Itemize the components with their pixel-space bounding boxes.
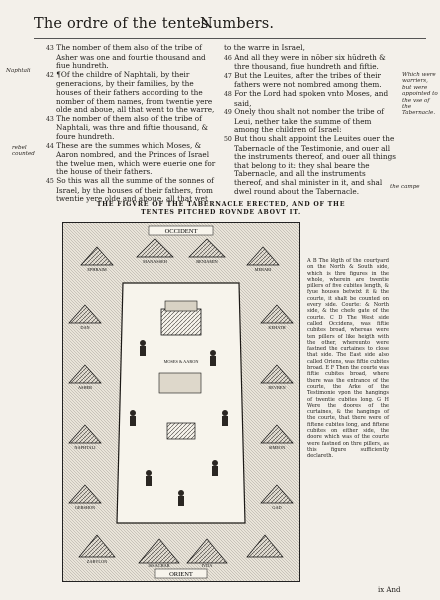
- tent-label: ISSACHAR: [148, 563, 170, 568]
- catchword: ix And: [378, 586, 401, 594]
- caption-line-2: TENTES PITCHED ROVNDE ABOVT IT.: [141, 209, 301, 216]
- margin-note-warriers: Which were warriers, but were appointed to the vse of the Tabernacle.: [402, 72, 438, 117]
- verse: 45 So this was all the summe of the sonnes of Israel, by the houses of their fathers, from twentie yere olde and aboue, all that wet: [46, 175, 214, 204]
- verse: 47 But the Leuites, after the tribes of their fathers were not nombred among them.: [224, 70, 382, 90]
- margin-note-rebel: rebel counted: [12, 145, 35, 158]
- verse: 42 ¶Of the childre of Naphtali, by their generacions, by their families, by the houses of their fathers according to the nomber of them names, from twentie yere olde and aboue, all that went to the warre,: [46, 69, 215, 115]
- tent-label: GERSHON: [74, 505, 96, 510]
- right-text-column: [224, 44, 396, 196]
- tent-label: MERARI: [254, 267, 272, 272]
- verse: 43 The nomber of them also of the tribe of Asher was one and fourtie thousand and fiue hundreth.: [46, 43, 206, 71]
- tent-label: SIMEON: [268, 445, 286, 450]
- tent-label: MOSES & AARON: [163, 359, 199, 364]
- compass-occident: OCCIDENT: [164, 228, 198, 235]
- tabernacle-woodcut: [62, 222, 300, 582]
- header-rule: [34, 38, 426, 39]
- caption-line-1: THE FIGVRE OF THE TABERNACLE ERECTED, AND OF THE: [96, 201, 346, 208]
- tent-label: EPHRAIM: [87, 267, 107, 272]
- tent-label: ASHER: [77, 385, 93, 390]
- tent-label: DAN: [80, 325, 90, 330]
- tent-label: BENIAMIN: [196, 259, 218, 264]
- figure-side-note: A B The lēgth of the courtyard on the North & South side, which is thre figures in the whole, wherein are twentie pillers of five cubites length, & fyue houses betwixt it & the courte, it shalt be counted on every side. Courte: & North side, & the chefe gate of the courte. C D The West side called Occidens, was fiftie cubites broad, whereas were ten pillers of like heigth with the other, whereunto were fastned the curtaines to close that side. The East side also called Oriens, was fiftie cubites broad. E F Then the courte was fiftie cubites broad, where there was the entrance of the courte, the Arke of the Testimonie vpon the hangings of twentie cubites long. G H Were the doores of the curtaines, & the hangings of the courte, that there were of fiftene cubites long, and fiftene cubites on either side, the doore which was of the courte were fastned on thre pillers, as this figure sufficiently declareth.: [307, 258, 389, 460]
- tent-label: MANASSEH: [143, 259, 167, 264]
- tent-label: NAPHTALI: [74, 445, 96, 450]
- tent-label: GAD: [272, 505, 282, 510]
- verse: 49 Onely thou shalt not nomber the tribe of Leui, nether take the summe of them among the children of Israel:: [224, 107, 384, 135]
- tent-label: IVDA: [201, 563, 213, 568]
- compass-orient: ORIENT: [169, 571, 193, 578]
- margin-note-naphtali: Naphtali: [6, 68, 31, 74]
- verse: 43 The nomber of them also of the tribe of Naphtali, was thre and fiftie thousand, & foure hundreth.: [46, 113, 208, 141]
- tent-label: ZABVLON: [86, 559, 108, 564]
- verse: 48 For the Lord had spoken vnto Moses, and said,: [224, 88, 389, 108]
- figure-caption: [36, 201, 406, 217]
- tent-label: KEHATH: [268, 325, 286, 330]
- verse: 46 And all they were in nōber six hūdreth & thre thousand, fiue hundreth and fiftie.: [224, 52, 386, 72]
- woodcut-illustration: [63, 223, 299, 581]
- verse: 50 But thou shalt appoint the Leuites ouer the Tabernacle of the Testimonie, and ouer all the instruments thereof, and ouer all things that belong to it: they shal beare the Tabernacle, and all the instruments thereof, and shal minister in it, and shal dwel round about the Tabernacle.: [224, 133, 397, 196]
- verse: to the warre in Israel,: [224, 43, 305, 52]
- header-right-title: Numbers.: [200, 16, 275, 32]
- running-header: [34, 10, 434, 38]
- header-left-title: The ordre of the tentes.: [34, 16, 214, 32]
- left-text-column: [46, 44, 218, 204]
- verse: 44 These are the summes which Moses, & Aaron nombred, and the Princes of Israel the twelue men, which were euerie one for the house of their fathers.: [46, 140, 216, 177]
- tent-label: REVBEN: [268, 385, 286, 390]
- margin-note-campe: the campe: [390, 184, 420, 190]
